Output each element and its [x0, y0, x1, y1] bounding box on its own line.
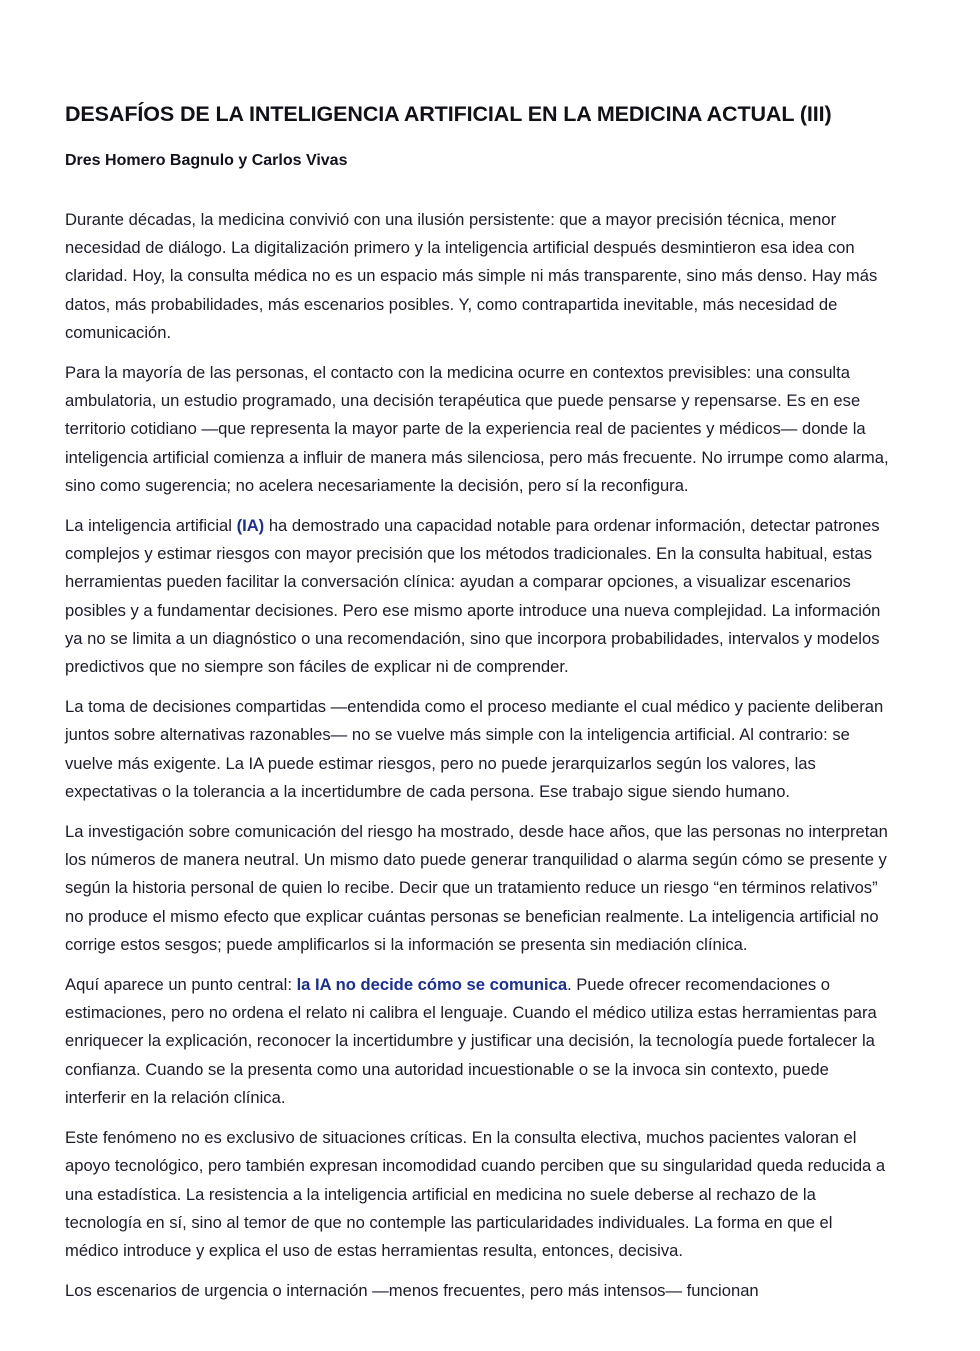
paragraph-3-tail-text: ha demostrado una capacidad notable para ordenar información, detectar patrones complejos y estimar riesgos con mayor precisión que los métodos tradicionales. En la consulta habitual, estas herramientas pueden facilitar la conversación clínica: ayudan a comparar opciones, a visualizar escenarios posibles y a fundamentar decisiones. Pero ese mismo aporte introduce una nueva complejidad. La información ya no se limita a un diagnóstico o una recomendación, sino que incorpora probabilidades, intervalos y modelos predictivos que no siempre son fáciles de explicar ni de comprender.	[65, 516, 881, 677]
author-byline: Dres Homero Bagnulo y Carlos Vivas	[65, 152, 348, 169]
paragraph-6-lead-text: Aquí aparece un punto central:	[65, 975, 297, 995]
highlight-term-ia: (IA)	[236, 516, 265, 536]
body-paragraph-6	[65, 971, 890, 1112]
paragraph-6-tail-text: . Puede ofrecer recomendaciones o estimaciones, pero no ordena el relato ni calibra el lenguaje. Cuando el médico utiliza estas herramientas para enriquecer la explicación, reconocer la incertidumbre y justificar una decisión, la tecnología puede fortalecer la confianza. Cuando se la presenta como una autoridad incuestionable o se la invoca sin contexto, puede interferir en la relación clínica.	[65, 975, 877, 1107]
paragraph-3-lead-text: La inteligencia artificial	[65, 516, 237, 536]
page-title: DESAFÍOS DE LA INTELIGENCIA ARTIFICIAL EN LA MEDICINA ACTUAL (III)	[65, 102, 832, 126]
body-paragraph-2: Para la mayoría de las personas, el contacto con la medicina ocurre en contextos previsibles: una consulta ambulatoria, un estudio programado, una decisión terapéutica que puede pensarse y repensarse. Es en ese territorio cotidiano —que representa la mayor parte de la experiencia real de pacientes y médicos— donde la inteligencia artificial comienza a influir de manera más silenciosa, pero más frecuente. No irrumpe como alarma, sino como sugerencia; no acelera necesariamente la decisión, pero sí la reconfigura.	[65, 363, 889, 495]
highlight-phrase-comunicacion: la IA no decide cómo se comunica	[296, 975, 568, 995]
body-paragraph-1: Durante décadas, la medicina convivió con una ilusión persistente: que a mayor precisión técnica, menor necesidad de diálogo. La digitalización primero y la inteligencia artificial después desmintieron esa idea con claridad. Hoy, la consulta médica no es un espacio más simple ni más transparente, sino más denso. Hay más datos, más probabilidades, más escenarios posibles. Y, como contrapartida inevitable, más necesidad de comunicación.	[65, 210, 878, 342]
body-paragraph-3	[65, 512, 890, 681]
body-paragraph-5: La investigación sobre comunicación del riesgo ha mostrado, desde hace años, que las personas no interpretan los números de manera neutral. Un mismo dato puede generar tranquilidad o alarma según cómo se presente y según la historia personal de quien lo recibe. Decir que un tratamiento reduce un riesgo “en términos relativos” no produce el mismo efecto que explicar cuántas personas se benefician realmente. La inteligencia artificial no corrige estos sesgos; puede amplificarlos si la información se presenta sin mediación clínica.	[65, 822, 888, 954]
body-paragraph-4: La toma de decisiones compartidas —entendida como el proceso mediante el cual médico y paciente deliberan juntos sobre alternativas razonables— no se vuelve más simple con la inteligencia artificial. Al contrario: se vuelve más exigente. La IA puede estimar riesgos, pero no puede jerarquizarlos según los valores, las expectativas o la tolerancia a la incertidumbre de cada persona. Ese trabajo sigue siendo humano.	[65, 697, 884, 801]
body-paragraph-8: Los escenarios de urgencia o internación —menos frecuentes, pero más intensos— funcionan	[65, 1281, 759, 1301]
body-paragraph-7: Este fenómeno no es exclusivo de situaciones críticas. En la consulta electiva, muchos pacientes valoran el apoyo tecnológico, pero también expresan incomodidad cuando perciben que su singularidad queda reducida a una estadística. La resistencia a la inteligencia artificial en medicina no suele deberse al rechazo de la tecnología en sí, sino al temor de que no contemple las particularidades individuales. La forma en que el médico introduce y explica el uso de estas herramientas resulta, entonces, decisiva.	[65, 1128, 886, 1260]
